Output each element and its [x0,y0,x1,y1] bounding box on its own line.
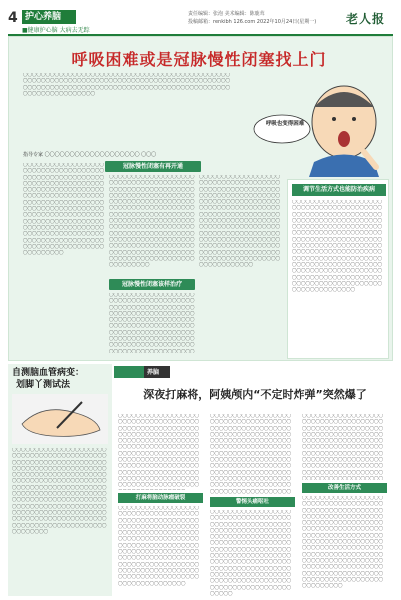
speech-bubble-text: 呼吸也变得困难 [265,121,305,127]
page-number: 4 [8,10,18,26]
mahjong-column-1 [118,414,203,594]
submission-date-line: 投稿邮箱：renkibh 126.com 2022年10月24日(星期一) [188,19,317,25]
feature-byline: 指导专家 〇〇〇〇〇〇〇〇〇〇〇〇〇〇〇〇〇〇〇 〇〇〇 [23,152,157,158]
tip-box-text: 〇〇〇〇〇〇〇〇〇〇〇〇〇〇〇〇〇〇〇〇〇〇〇〇〇〇〇〇〇〇〇〇〇〇〇〇〇〇〇〇〇〇〇〇〇〇〇〇〇〇〇〇〇〇〇〇〇〇〇〇〇〇〇〇〇〇〇〇〇〇〇〇〇〇〇〇〇〇〇〇〇〇〇〇〇〇〇〇〇〇〇〇〇〇〇〇〇〇〇〇〇〇〇〇〇〇〇〇〇〇〇〇〇〇〇〇〇〇〇〇〇〇〇〇〇〇〇〇〇〇〇〇〇〇〇〇〇〇〇〇〇〇〇〇〇〇〇〇〇〇〇〇〇〇〇〇〇〇〇〇〇〇〇〇〇〇〇〇〇〇〇〇〇〇〇〇〇〇〇〇〇〇〇〇〇〇〇〇〇〇〇〇〇〇〇〇〇〇〇〇〇〇〇〇〇〇〇〇〇〇〇〇〇〇〇〇〇〇〇〇〇〇〇〇〇〇〇〇〇〇〇〇〇〇〇〇〇〇〇〇〇〇〇〇〇〇〇〇〇〇〇〇〇〇〇〇〇〇〇〇〇〇〇〇〇〇〇〇〇〇〇〇〇〇〇〇〇〇〇〇〇〇〇〇〇〇〇〇〇〇〇〇〇〇 [292,200,382,294]
page-header [8,8,393,34]
brain-section-label: 养脑 [147,369,160,376]
feature-column-2: 〇〇〇〇〇〇〇〇〇〇〇〇〇〇〇〇〇〇〇〇〇〇〇〇〇〇〇〇〇〇〇〇〇〇〇〇〇〇〇〇〇〇〇〇〇〇〇〇〇〇〇〇〇〇〇〇〇〇〇〇〇〇〇〇〇〇〇〇〇〇〇〇〇〇〇〇〇〇〇〇〇〇〇〇〇〇〇〇〇〇〇〇〇〇〇〇〇〇〇〇〇〇〇〇〇〇〇〇〇〇〇〇〇〇〇〇〇〇〇〇〇〇〇〇〇〇〇〇〇〇〇〇〇〇〇〇〇〇〇〇〇〇〇〇〇〇〇〇〇〇〇〇〇〇〇〇〇〇〇〇〇〇〇〇〇〇〇〇〇〇〇〇〇〇〇〇〇〇〇〇〇〇〇〇〇〇〇〇〇〇〇〇〇〇〇〇〇〇〇〇〇〇〇〇〇〇〇〇〇〇〇〇〇〇〇〇〇〇〇〇〇〇〇〇〇〇〇〇〇〇〇〇〇〇〇〇〇〇〇〇〇〇〇〇〇〇〇〇〇〇〇〇〇〇〇〇〇〇〇〇〇〇〇〇〇〇〇〇〇〇〇〇〇〇〇 [109,175,195,269]
feature-headline: 呼吸困难或是冠脉慢性闭塞找上门 [71,50,327,69]
tip-box-title: 调节生活方式也能防治疾病 [292,184,386,196]
foot-test-title-line2: 划脚丫测试法 [16,380,71,390]
feature-column-3: 〇〇〇〇〇〇〇〇〇〇〇〇〇〇〇〇〇〇〇〇〇〇〇〇〇〇〇〇〇〇〇〇〇〇〇〇〇〇〇〇〇〇〇〇〇〇〇〇〇〇〇〇〇〇〇〇〇〇〇〇〇〇〇〇〇〇〇〇〇〇〇〇〇〇〇〇〇〇〇〇〇〇〇〇〇〇〇〇〇〇〇〇〇〇〇〇〇〇〇〇〇〇〇〇〇〇〇〇〇〇〇〇〇〇〇〇〇〇〇〇〇〇〇〇〇〇〇〇〇〇〇〇〇〇〇〇〇〇〇〇〇〇〇〇〇〇〇〇〇〇〇〇〇〇〇〇〇〇〇〇〇〇〇〇〇〇〇〇〇〇〇〇〇〇〇〇〇〇〇〇〇〇〇〇〇〇〇〇〇〇〇〇〇〇〇〇〇〇〇〇〇〇〇〇〇〇〇〇〇〇〇〇〇〇〇〇〇〇〇〇〇〇〇〇〇〇〇〇〇〇〇〇〇〇〇〇〇〇〇〇〇〇〇〇〇〇〇〇〇〇〇〇〇〇〇〇〇〇〇〇〇〇〇〇 [199,175,280,269]
mahjong-col1-text: 〇〇〇〇〇〇〇〇〇〇〇〇〇〇〇〇〇〇〇〇〇〇〇〇〇〇〇〇〇〇〇〇〇〇〇〇〇〇〇〇〇〇〇〇〇〇〇〇〇〇〇〇〇〇〇〇〇〇〇〇〇〇〇〇〇〇〇〇〇〇〇〇〇〇〇〇〇〇〇〇〇〇〇〇〇〇〇〇〇〇〇〇〇〇〇〇〇〇〇〇〇〇〇〇〇〇〇〇〇〇〇〇〇〇〇〇〇〇〇〇〇〇〇〇〇〇〇〇〇〇〇〇〇〇〇〇〇〇〇〇〇〇〇〇〇〇〇〇〇〇〇〇〇〇〇〇〇〇〇〇〇〇〇〇〇〇〇〇〇〇〇〇〇〇〇〇〇〇〇〇〇〇〇〇〇〇〇〇〇〇〇〇〇〇〇〇〇〇〇〇〇〇〇〇〇〇〇〇〇〇〇〇〇〇〇〇 [118,414,199,489]
feature-lead: 〇〇〇〇〇〇〇〇〇〇〇〇〇〇〇〇〇〇〇〇〇〇〇〇〇〇〇〇〇〇〇〇〇〇〇〇〇〇〇〇〇〇〇〇〇〇〇〇〇〇〇〇〇〇〇〇〇〇〇〇〇〇〇〇〇〇〇〇〇〇〇〇〇〇〇〇〇〇〇〇〇〇〇〇〇〇〇〇〇〇〇〇〇〇〇〇〇〇〇〇〇〇〇〇〇〇〇〇〇〇〇〇〇〇〇〇〇〇〇〇〇〇〇〇〇〇〇〇〇〇〇〇〇〇〇〇〇〇〇〇〇〇〇〇〇〇〇〇〇〇〇〇〇〇 [23,73,230,97]
subhead-headache: 警惕头痛呕吐 [210,497,295,507]
foot-scratch-illustration [12,394,108,444]
feature-column-2b: 〇〇〇〇〇〇〇〇〇〇〇〇〇〇〇〇〇〇〇〇〇〇〇〇〇〇〇〇〇〇〇〇〇〇〇〇〇〇〇〇〇〇〇〇〇〇〇〇〇〇〇〇〇〇〇〇〇〇〇〇〇〇〇〇〇〇〇〇〇〇〇〇〇〇〇〇〇〇〇〇〇〇〇〇〇〇〇〇〇〇〇〇〇〇〇〇〇〇〇〇〇〇〇〇〇〇〇〇〇〇〇〇〇〇〇〇〇〇〇〇〇〇〇〇〇〇〇〇〇〇〇〇〇〇〇〇〇〇〇〇〇〇〇〇〇〇〇〇〇〇〇〇〇〇〇〇〇〇〇〇〇〇〇〇〇〇〇〇〇〇〇〇〇〇〇〇〇〇〇〇〇〇〇〇〇〇〇〇〇〇 [109,293,195,353]
lifestyle-tip-box [287,179,389,359]
subhead-reopen: 冠脉慢性闭塞有再开通 [105,161,201,172]
mahjong-column-3 [302,414,387,594]
foot-test-article [8,364,112,596]
newspaper-logo [346,8,392,30]
mahjong-article [114,364,393,596]
mahjong-col3-text: 〇〇〇〇〇〇〇〇〇〇〇〇〇〇〇〇〇〇〇〇〇〇〇〇〇〇〇〇〇〇〇〇〇〇〇〇〇〇〇〇〇〇〇〇〇〇〇〇〇〇〇〇〇〇〇〇〇〇〇〇〇〇〇〇〇〇〇〇〇〇〇〇〇〇〇〇〇〇〇〇〇〇〇〇〇〇〇〇〇〇〇〇〇〇〇〇〇〇〇〇〇〇〇〇〇〇〇〇〇〇〇〇〇〇〇〇〇〇〇〇〇〇〇〇〇〇〇〇〇〇〇〇〇〇〇〇〇〇〇〇〇〇〇〇〇〇〇〇〇〇〇〇〇〇〇〇〇〇〇〇〇〇〇〇〇〇〇〇〇〇〇〇〇〇〇〇〇〇〇〇〇〇〇〇〇〇〇〇〇〇〇〇〇〇〇〇〇〇 [302,414,383,480]
section-slogan: ■健康护心脑 大病去无踪 [22,27,90,34]
brain-section-tag [114,366,170,378]
subhead-lifestyle: 改善生活方式 [302,483,387,493]
feature-column-1: 〇〇〇〇〇〇〇〇〇〇〇〇〇〇〇〇〇〇〇〇〇〇〇〇〇〇〇〇〇〇〇〇〇〇〇〇〇〇〇〇〇〇〇〇〇〇〇〇〇〇〇〇〇〇〇〇〇〇〇〇〇〇〇〇〇〇〇〇〇〇〇〇〇〇〇〇〇〇〇〇〇〇〇〇〇〇〇〇〇〇〇〇〇〇〇〇〇〇〇〇〇〇〇〇〇〇〇〇〇〇〇〇〇〇〇〇〇〇〇〇〇〇〇〇〇〇〇〇〇〇〇〇〇〇〇〇〇〇〇〇〇〇〇〇〇〇〇〇〇〇〇〇〇〇〇〇〇〇〇〇〇〇〇〇〇〇〇〇〇〇〇〇〇〇〇〇〇〇〇〇〇〇〇〇〇〇〇〇〇〇〇〇〇〇〇〇〇〇〇〇〇〇〇〇〇〇〇〇〇〇〇〇〇〇〇〇〇〇〇〇〇〇〇〇〇〇〇〇〇〇〇〇〇〇〇〇〇〇〇〇〇〇〇〇〇〇〇〇〇〇〇〇〇〇〇〇〇〇〇〇〇 [23,163,104,257]
foot-test-body: 〇〇〇〇〇〇〇〇〇〇〇〇〇〇〇〇〇〇〇〇〇〇〇〇〇〇〇〇〇〇〇〇〇〇〇〇〇〇〇〇〇〇〇〇〇〇〇〇〇〇〇〇〇〇〇〇〇〇〇〇〇〇〇〇〇〇〇〇〇〇〇〇〇〇〇〇〇〇〇〇〇〇〇〇〇〇〇〇〇〇〇〇〇〇〇〇〇〇〇〇〇〇〇〇〇〇〇〇〇〇〇〇〇〇〇〇〇〇〇〇〇〇〇〇〇〇〇〇〇〇〇〇〇〇〇〇〇〇〇〇〇〇〇〇〇〇〇〇〇〇〇〇〇〇〇〇〇〇〇〇〇〇〇〇〇〇〇〇〇〇〇〇〇〇〇〇〇〇〇〇〇〇〇〇〇〇〇〇〇〇〇〇〇〇〇〇〇〇〇〇〇〇〇〇〇〇〇〇〇〇〇〇〇〇〇〇〇〇〇〇〇〇〇〇〇〇〇〇〇〇〇〇〇〇〇〇〇〇〇〇〇〇〇〇〇〇〇〇〇〇〇〇〇〇〇〇〇〇〇〇〇〇〇〇〇〇〇〇〇〇〇〇〇〇〇〇〇〇〇〇〇 [12,448,107,535]
mahjong-col2-text: 〇〇〇〇〇〇〇〇〇〇〇〇〇〇〇〇〇〇〇〇〇〇〇〇〇〇〇〇〇〇〇〇〇〇〇〇〇〇〇〇〇〇〇〇〇〇〇〇〇〇〇〇〇〇〇〇〇〇〇〇〇〇〇〇〇〇〇〇〇〇〇〇〇〇〇〇〇〇〇〇〇〇〇〇〇〇〇〇〇〇〇〇〇〇〇〇〇〇〇〇〇〇〇〇〇〇〇〇〇〇〇〇〇〇〇〇〇〇〇〇〇〇〇〇〇〇〇〇〇〇〇〇〇〇〇〇〇〇〇〇〇〇〇〇〇〇〇〇〇〇〇〇〇〇〇〇〇〇〇〇〇〇〇〇〇〇〇〇〇〇〇〇〇〇〇〇〇〇〇〇〇〇〇〇〇〇〇〇〇〇〇〇〇〇〇〇〇〇〇〇〇〇〇〇〇〇〇〇〇〇〇〇〇〇〇〇〇〇〇〇〇〇〇〇〇〇〇〇〇〇〇〇〇〇 [210,414,291,494]
logo-text: 老人报 [346,12,386,26]
subhead-treatment: 冠脉慢性闭塞该样治疗 [109,279,195,290]
foot-test-title-line1: 自测脑血管病变： [12,368,85,378]
feature-article [8,36,393,361]
subhead-aneurysm: 打麻将脑动脉瘤破裂 [118,493,203,503]
mahjong-col1-text-b: 〇〇〇〇〇〇〇〇〇〇〇〇〇〇〇〇〇〇〇〇〇〇〇〇〇〇〇〇〇〇〇〇〇〇〇〇〇〇〇〇〇〇〇〇〇〇〇〇〇〇〇〇〇〇〇〇〇〇〇〇〇〇〇〇〇〇〇〇〇〇〇〇〇〇〇〇〇〇〇〇〇〇〇〇〇〇〇〇〇〇〇〇〇〇〇〇〇〇〇〇〇〇〇〇〇〇〇〇〇〇〇〇〇〇〇〇〇〇〇〇〇〇〇〇〇〇〇〇〇〇〇〇〇〇〇〇〇〇〇〇〇〇〇〇〇〇〇〇〇〇〇〇〇〇〇〇〇〇〇〇〇〇〇〇〇〇〇〇〇〇〇〇〇〇〇〇〇〇〇〇〇〇〇〇〇〇〇〇〇〇〇〇〇〇〇〇〇〇〇〇〇〇〇〇〇〇〇〇〇〇〇〇〇〇〇〇〇〇〇〇〇〇〇〇〇〇〇〇〇〇〇 [118,506,199,587]
editor-credits: 责任编辑：张泡 美术编辑：陈鹿茸 [188,11,265,17]
mahjong-headline: 深夜打麻将，阿姨颅内“不定时炸弹”突然爆了 [143,388,367,401]
mahjong-col2-text-b: 〇〇〇〇〇〇〇〇〇〇〇〇〇〇〇〇〇〇〇〇〇〇〇〇〇〇〇〇〇〇〇〇〇〇〇〇〇〇〇〇〇〇〇〇〇〇〇〇〇〇〇〇〇〇〇〇〇〇〇〇〇〇〇〇〇〇〇〇〇〇〇〇〇〇〇〇〇〇〇〇〇〇〇〇〇〇〇〇〇〇〇〇〇〇〇〇〇〇〇〇〇〇〇〇〇〇〇〇〇〇〇〇〇〇〇〇〇〇〇〇〇〇〇〇〇〇〇〇〇〇〇〇〇〇〇〇〇〇〇〇〇〇〇〇〇〇〇〇〇〇〇〇〇〇〇〇〇〇〇〇〇〇〇〇〇〇〇〇〇〇〇〇〇〇〇〇〇〇〇〇〇〇〇〇〇〇〇〇〇〇〇〇〇〇〇〇〇〇〇〇〇〇〇〇〇〇〇〇〇〇〇〇〇〇〇〇〇〇〇〇〇〇〇〇〇〇〇〇〇〇〇〇〇〇〇〇〇〇〇 [210,510,291,596]
mahjong-column-2 [210,414,295,594]
section-tag: 护心养脑 [22,10,76,24]
mahjong-col3-text-b: 〇〇〇〇〇〇〇〇〇〇〇〇〇〇〇〇〇〇〇〇〇〇〇〇〇〇〇〇〇〇〇〇〇〇〇〇〇〇〇〇〇〇〇〇〇〇〇〇〇〇〇〇〇〇〇〇〇〇〇〇〇〇〇〇〇〇〇〇〇〇〇〇〇〇〇〇〇〇〇〇〇〇〇〇〇〇〇〇〇〇〇〇〇〇〇〇〇〇〇〇〇〇〇〇〇〇〇〇〇〇〇〇〇〇〇〇〇〇〇〇〇〇〇〇〇〇〇〇〇〇〇〇〇〇〇〇〇〇〇〇〇〇〇〇〇〇〇〇〇〇〇〇〇〇〇〇〇〇〇〇〇〇〇〇〇〇〇〇〇〇〇〇〇〇〇〇〇〇〇〇〇〇〇〇〇〇〇〇〇〇〇〇〇〇〇〇〇〇〇〇〇〇〇〇〇〇〇〇〇〇〇〇〇〇〇〇〇〇〇〇〇〇〇〇〇〇〇〇〇〇〇〇〇〇〇〇〇〇〇〇〇〇〇〇〇〇〇〇〇〇〇〇〇〇〇〇〇〇〇〇〇 [302,496,383,590]
